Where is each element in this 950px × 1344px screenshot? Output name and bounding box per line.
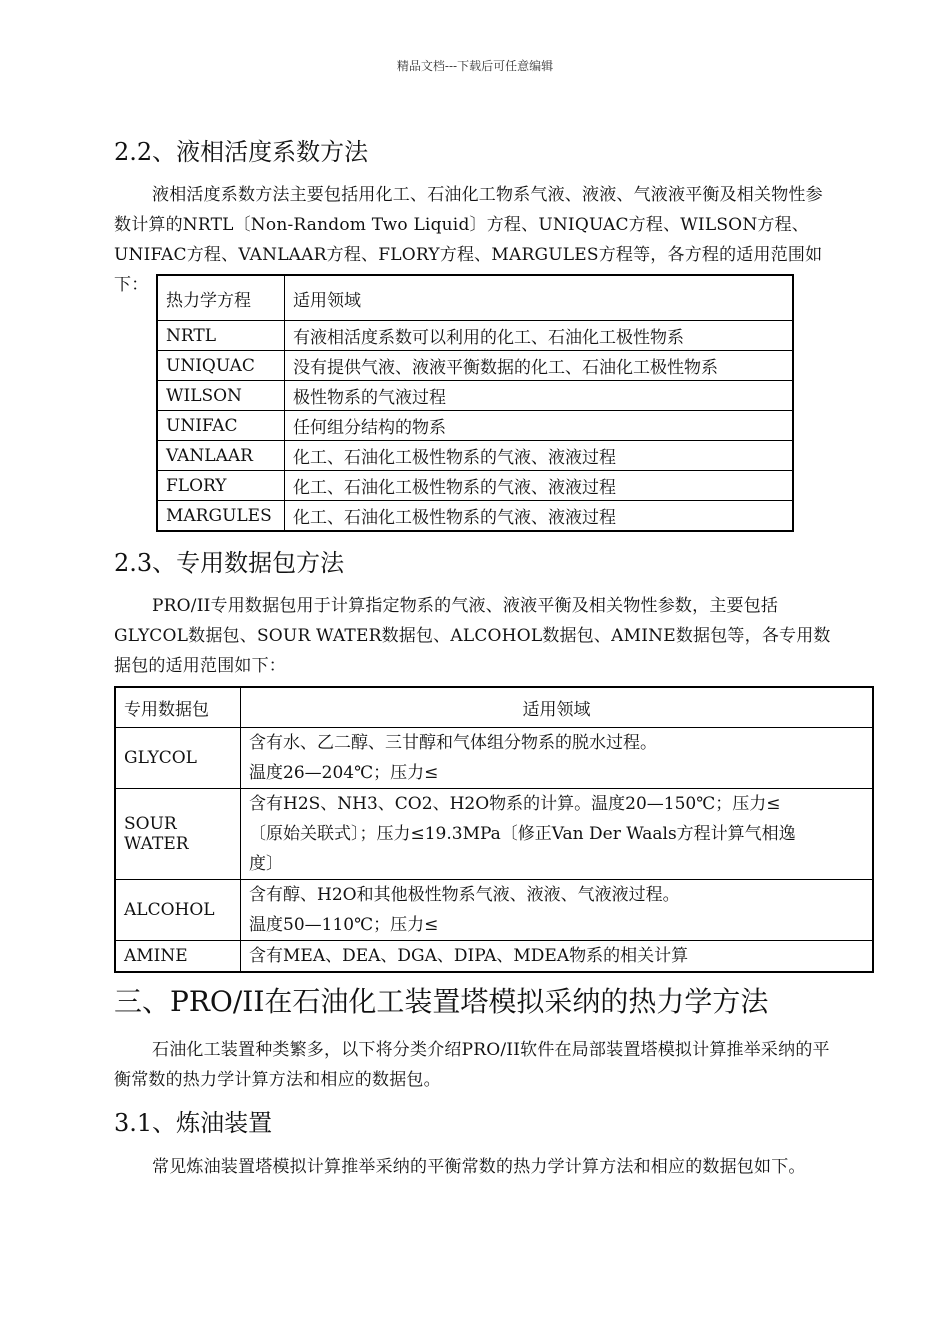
chapter-3-paragraph: 石油化工装置种类繁多，以下将分类介绍PRO/II软件在局部装置塔模拟计算推举采纳的平衡常数的热力学计算方法和相应的数据包。 xyxy=(114,1040,830,1090)
table-header-row xyxy=(115,687,873,728)
package-scope xyxy=(241,880,874,941)
equation-name: MARGULES xyxy=(157,501,285,532)
section-2-2-title: 2.2、液相活度系数方法 xyxy=(114,138,369,166)
section-3-1-paragraph: 常见炼油装置塔模拟计算推举采纳的平衡常数的热力学计算方法和相应的数据包如下。 xyxy=(152,1157,806,1177)
table-row xyxy=(115,789,873,880)
equation-scope: 化工、石油化工极性物系的气液、液液过程 xyxy=(285,471,794,501)
package-scope xyxy=(241,941,874,973)
package-scope xyxy=(241,728,874,789)
equation-name: UNIQUAC xyxy=(157,351,285,381)
section-2-2-paragraph: 液相活度系数方法主要包括用化工、石油化工物系气液、液液、气液液平衡及相关物性参数计算的NRTL〔Non-Random Two Liquid〕方程、UNIQUAC方程、WILSON方程、UNIFAC方程、VANLAAR方程、FLORY方程、MARGULES方程等，各方程的适用范围如下： xyxy=(114,185,823,295)
equation-scope: 有液相活度系数可以利用的化工、石油化工极性物系 xyxy=(285,321,794,351)
equation-scope: 化工、石油化工极性物系的气液、液液过程 xyxy=(285,501,794,532)
scope-line: 〔原始关联式〕；压力≤19.3MPa〔修正Van Der Waals方程计算气相逸 xyxy=(249,824,796,844)
section-3-1-title: 3.1、炼油装置 xyxy=(114,1109,273,1137)
equation-name: NRTL xyxy=(157,321,285,351)
equation-name: WILSON xyxy=(157,381,285,411)
table-row xyxy=(157,351,793,381)
table-header-cell: 热力学方程 xyxy=(157,275,285,321)
equation-name: VANLAAR xyxy=(157,441,285,471)
equation-scope: 极性物系的气液过程 xyxy=(285,381,794,411)
table-row xyxy=(115,728,873,789)
data-package-table xyxy=(114,686,874,973)
table-header-cell: 适用领域 xyxy=(241,687,874,728)
table-header-row xyxy=(157,275,793,321)
table-row xyxy=(157,471,793,501)
scope-line: 含有醇、H2O和其他极性物系气液、液液、气液液过程。 xyxy=(249,885,680,905)
package-name: AMINE xyxy=(115,941,241,973)
scope-line: 含有水、乙二醇、三甘醇和气体组分物系的脱水过程。 xyxy=(249,733,657,753)
scope-line: 度〕 xyxy=(249,854,283,874)
table-row xyxy=(157,381,793,411)
scope-line: 温度26—204℃；压力≤ xyxy=(249,763,439,783)
table-header-cell: 适用领域 xyxy=(285,275,794,321)
table-row xyxy=(115,880,873,941)
section-2-3-paragraph: PRO/II专用数据包用于计算指定物系的气液、液液平衡及相关物性参数，主要包括GLYCOL数据包、SOUR WATER数据包、ALCOHOL数据包、AMINE数据包等，各专用数据包的适用范围如下： xyxy=(114,596,831,676)
equation-scope: 没有提供气液、液液平衡数据的化工、石油化工极性物系 xyxy=(285,351,794,381)
table-header-cell: 专用数据包 xyxy=(115,687,241,728)
chapter-3-title: 三、PRO/II在石油化工装置塔模拟采纳的热力学方法 xyxy=(114,985,769,1018)
table-row xyxy=(115,941,873,973)
scope-line: 温度50—110℃；压力≤ xyxy=(249,915,439,935)
package-name: GLYCOL xyxy=(115,728,241,789)
package-name: ALCOHOL xyxy=(115,880,241,941)
equation-name: UNIFAC xyxy=(157,411,285,441)
package-name: SOUR WATER xyxy=(115,789,241,880)
table-row xyxy=(157,441,793,471)
equation-name: FLORY xyxy=(157,471,285,501)
scope-line: 含有MEA、DEA、DGA、DIPA、MDEA物系的相关计算 xyxy=(249,946,689,966)
table-row xyxy=(157,321,793,351)
package-scope xyxy=(241,789,874,880)
thermo-equation-table xyxy=(156,274,794,532)
page-header: 精品文档---下载后可任意编辑 xyxy=(396,59,554,73)
section-2-3-title: 2.3、专用数据包方法 xyxy=(114,549,345,577)
table-row xyxy=(157,411,793,441)
table-row xyxy=(157,501,793,532)
scope-line: 含有H2S、NH3、CO2、H2O物系的计算。温度20—150℃；压力≤ xyxy=(249,794,781,814)
equation-scope: 任何组分结构的物系 xyxy=(285,411,794,441)
equation-scope: 化工、石油化工极性物系的气液、液液过程 xyxy=(285,441,794,471)
